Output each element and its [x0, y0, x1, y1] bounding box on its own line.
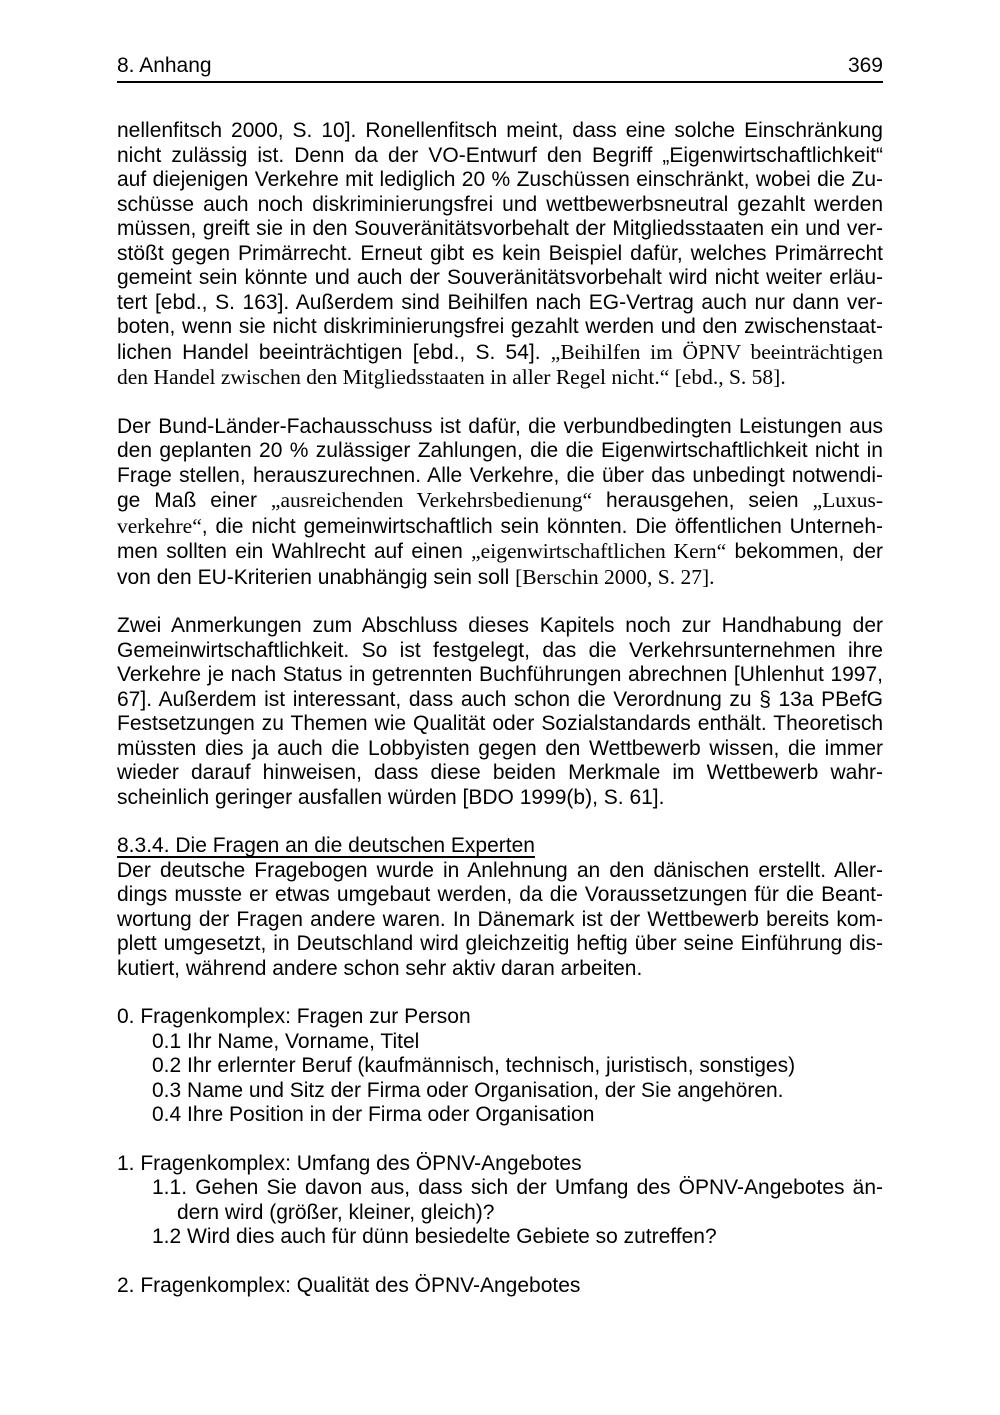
- text-line: [117, 737, 883, 762]
- text-line: [117, 859, 883, 884]
- text-segment: 0. Fragenkomplex: Fragen zur Person: [117, 1005, 471, 1028]
- text-segment: Festsetzungen zu Themen wie Qualität oder Sozialstandards enthält. Theoretisch: [117, 712, 883, 735]
- text-segment: ge Maß einer: [117, 489, 271, 512]
- text-segment: dings musste er etwas umgebaut werden, da die Voraussetzungen für die Beant-: [117, 883, 883, 906]
- question-block-0: [117, 1005, 883, 1128]
- section-heading-8-3-4: [117, 834, 883, 859]
- text-line: [117, 340, 883, 366]
- text-line: [117, 883, 883, 908]
- text-line: [117, 932, 883, 957]
- text-line: [117, 1005, 883, 1030]
- text-line: [117, 1152, 883, 1177]
- page-number: 369: [847, 54, 883, 77]
- text-segment: Gemeinwirtschaftlichkeit. So ist festgelegt, das die Verkehrsunternehmen ihre: [117, 638, 883, 662]
- text-segment: men sollten ein Wahlrecht auf einen: [117, 540, 472, 563]
- text-segment: boten, wenn sie nicht diskriminierungsfrei gezahlt werden und den zwischenstaat-: [117, 315, 883, 338]
- text-segment: 0.3 Name und Sitz der Firma oder Organisation, der Sie angehören.: [152, 1078, 784, 1102]
- text-segment: Zwei Anmerkungen zum Abschluss dieses Kapitels noch zur Handhabung der: [117, 614, 883, 637]
- text-line: [117, 712, 883, 737]
- text-line: [117, 365, 883, 391]
- text-segment: [Berschin 2000, S. 27].: [515, 564, 715, 589]
- document-body: [117, 119, 883, 1322]
- paragraph-3: [117, 614, 883, 810]
- text-segment: Der deutsche Fragebogen wurde in Anlehnung an den dänischen erstellt. Aller-: [117, 858, 883, 882]
- text-segment: kutiert, während andere schon sehr aktiv daran arbeiten.: [117, 956, 643, 980]
- question-block-1: [117, 1152, 883, 1250]
- text-line: [117, 786, 883, 811]
- question-block-2: [117, 1274, 883, 1299]
- text-segment: „eigenwirtschaftlichen Kern“: [471, 539, 727, 563]
- text-segment: 0.2 Ihr erlernter Beruf (kaufmännisch, technisch, juristisch, sonstiges): [152, 1054, 796, 1077]
- text-line: [117, 439, 883, 464]
- text-line: [117, 144, 883, 169]
- text-segment: plett umgesetzt, in Deutschland wird gleichzeitig heftig über seine Einführung dis-: [117, 932, 883, 955]
- text-segment: müssten dies ja auch die Lobbyisten gegen den Wettbewerb wissen, die immer: [117, 736, 883, 760]
- text-segment: den geplanten 20 % zulässiger Zahlungen, die die Eigenwirtschaftlichkeit nicht in: [117, 439, 883, 462]
- text-line: [117, 834, 883, 859]
- text-segment: den Handel zwischen den Mitgliedsstaaten in aller Regel nicht.“ [ebd., S. 58].: [117, 365, 786, 389]
- text-segment: 67]. Außerdem ist interessant, dass auch schon die Verordnung zu § 13a PBefG: [117, 687, 883, 711]
- text-line: [117, 565, 883, 591]
- paragraph-4: [117, 859, 883, 982]
- text-line: [117, 488, 883, 514]
- text-segment: wortung der Fragen andere waren. In Dänemark ist der Wettbewerb bereits kom-: [117, 907, 883, 931]
- text-segment: scheinlich geringer ausfallen würden [BDO 1999(b), S. 61].: [117, 785, 665, 809]
- text-segment: Der Bund-Länder-Fachausschuss ist dafür, die verbundbedingten Leistungen aus: [117, 414, 883, 438]
- paragraph-1: [117, 119, 883, 391]
- text-line: [177, 1201, 883, 1226]
- text-line: [117, 908, 883, 933]
- text-line: [152, 1030, 883, 1055]
- text-segment: Frage stellen, herauszurechnen. Alle Verkehre, die über das unbedingt notwendi-: [117, 463, 883, 487]
- text-line: [117, 291, 883, 316]
- text-line: [117, 217, 883, 242]
- text-segment: 0.1 Ihr Name, Vorname, Titel: [152, 1029, 420, 1053]
- text-line: [117, 168, 883, 193]
- text-segment: herausgehen, seien: [592, 489, 813, 512]
- text-segment: 0.4 Ihre Position in der Firma oder Organisation: [152, 1103, 595, 1126]
- text-segment: schüsse auch noch diskriminierungsfrei und wettbewerbsneutral gezahlt werden: [117, 192, 883, 216]
- text-segment: nellenfitsch 2000, S. 10]. Ronellenfitsch meint, dass eine solche Einschränkung: [117, 119, 883, 142]
- text-line: [117, 957, 883, 982]
- text-segment: verkehre“: [117, 513, 202, 538]
- paragraph-2: [117, 415, 883, 591]
- text-line: [117, 464, 883, 489]
- text-segment: müssen, greift sie in den Souveränitätsvorbehalt der Mitgliedsstaaten ein und ver-: [117, 217, 883, 240]
- running-section-title: 8. Anhang: [117, 54, 212, 77]
- text-line: [117, 119, 883, 144]
- text-line: [117, 315, 883, 340]
- text-line: [152, 1079, 883, 1104]
- text-line: [152, 1225, 883, 1250]
- text-segment: 2. Fragenkomplex: Qualität des ÖPNV-Angebotes: [117, 1273, 581, 1297]
- text-line: [117, 663, 883, 688]
- text-segment: 1. Fragenkomplex: Umfang des ÖPNV-Angebotes: [117, 1151, 582, 1175]
- text-line: [117, 242, 883, 267]
- text-segment: bekommen, der: [726, 540, 883, 563]
- text-line: [117, 539, 883, 565]
- text-segment: 1.1. Gehen Sie davon aus, dass sich der Umfang des ÖPNV-Angebotes än-: [152, 1176, 883, 1199]
- text-line: [152, 1176, 883, 1201]
- text-segment: „Luxus-: [812, 488, 884, 512]
- text-line: [117, 266, 883, 291]
- text-segment: 1.2 Wird dies auch für dünn besiedelte Gebiete so zutreffen?: [152, 1225, 717, 1248]
- text-line: [117, 761, 883, 786]
- text-segment: nicht zulässig ist. Denn da der VO-Entwurf den Begriff „Eigenwirtschaftlichkeit“: [117, 143, 883, 167]
- text-segment: dern wird (größer, kleiner, gleich)?: [177, 1200, 495, 1224]
- text-segment: „ausreichenden Verkehrsbedienung“: [270, 488, 593, 512]
- text-segment: stößt gegen Primärrecht. Erneut gibt es kein Beispiel dafür, welches Primärrecht: [117, 241, 883, 265]
- text-line: [152, 1103, 883, 1128]
- text-segment: lichen Handel beeinträchtigen [ebd., S. 54].: [117, 340, 551, 364]
- text-segment: auf diejenigen Verkehre mit lediglich 20 % Zuschüssen einschränkt, wobei die Zu-: [117, 168, 883, 191]
- text-segment: Verkehre je nach Status in getrennten Buchführungen abrechnen [Uhlenhut 1997,: [117, 663, 883, 686]
- text-line: [117, 688, 883, 713]
- text-segment: 8.3.4. Die Fragen an die deutschen Experten: [117, 834, 535, 857]
- text-line: [117, 415, 883, 440]
- text-segment: tert [ebd., S. 163]. Außerdem sind Beihilfen nach EG-Vertrag auch nur dann ver-: [117, 290, 883, 314]
- text-line: [117, 1274, 883, 1299]
- text-segment: wieder darauf hinweisen, dass diese beiden Merkmale im Wettbewerb wahr-: [117, 761, 883, 784]
- text-segment: „Beihilfen im ÖPNV beeinträchtigen: [550, 339, 883, 364]
- text-line: [117, 193, 883, 218]
- page-header: [117, 54, 883, 83]
- text-segment: gemeint sein könnte und auch der Souveränitätsvorbehalt wird nicht weiter erläu-: [117, 266, 883, 289]
- text-line: [117, 639, 883, 664]
- text-line: [117, 614, 883, 639]
- text-line: [152, 1054, 883, 1079]
- text-segment: , die nicht gemeinwirtschaftlich sein könnten. Die öffentlichen Unterneh-: [201, 514, 883, 538]
- text-line: [117, 514, 883, 540]
- text-segment: von den EU-Kriterien unabhängig sein soll: [117, 565, 516, 589]
